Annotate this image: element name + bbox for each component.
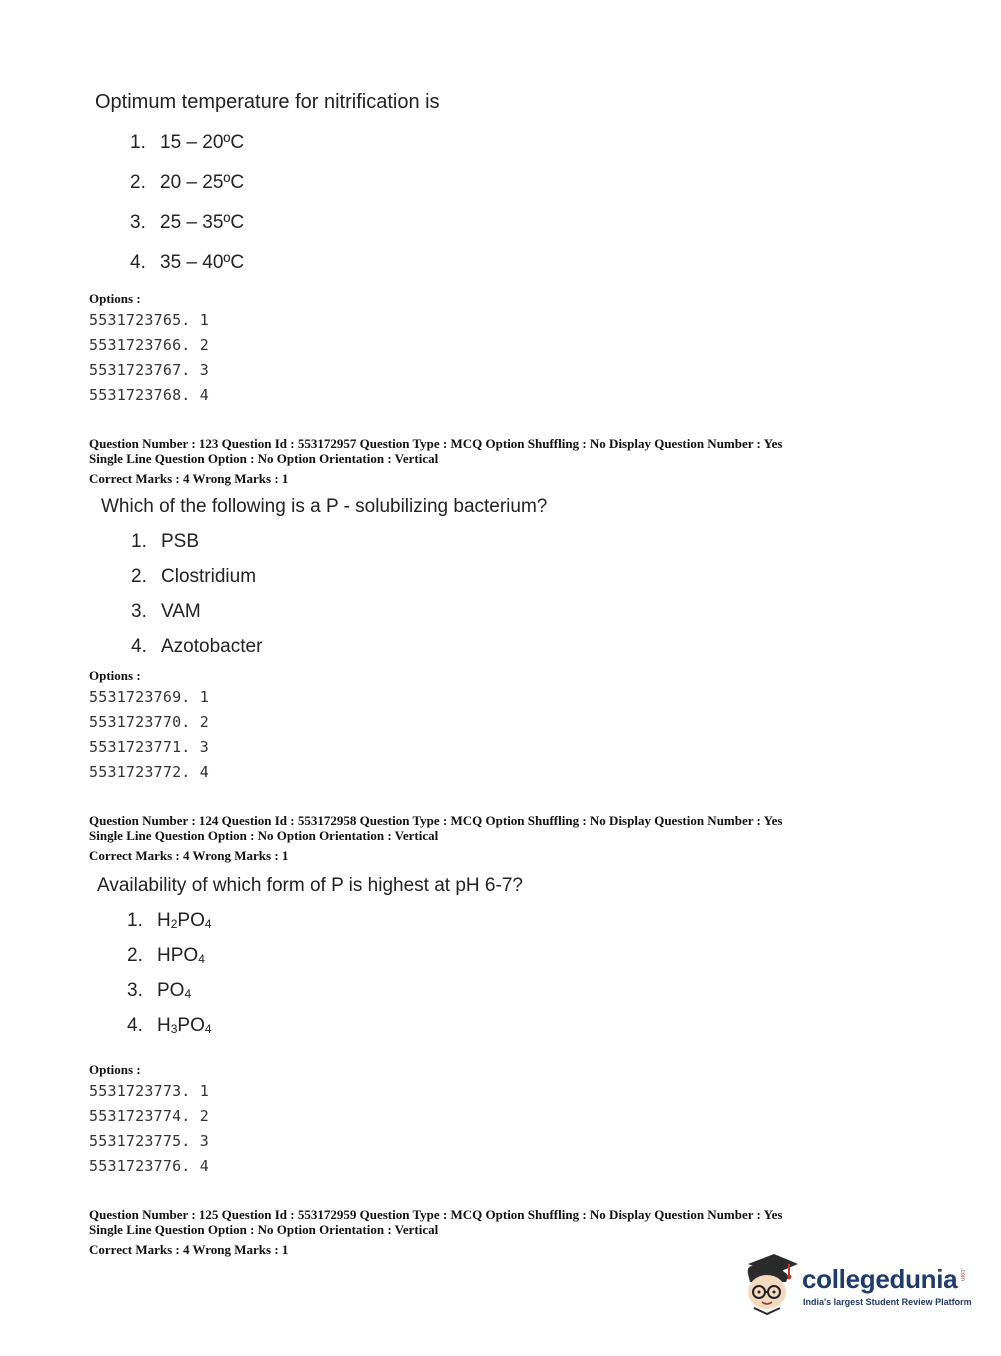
option-id: 5531723773. 1 <box>89 1082 209 1100</box>
formula-subscript: 4 <box>184 987 192 1001</box>
option-text: Clostridium <box>161 566 257 587</box>
formula-part: PO <box>177 910 205 931</box>
question-marks: Correct Marks : 4 Wrong Marks : 1 <box>89 1242 289 1257</box>
option-id: 5531723770. 2 <box>89 713 209 731</box>
formula-part: HPO <box>157 945 199 966</box>
option-number: 1. <box>130 132 146 153</box>
question-meta: Question Number : 125 Question Id : 553172959 Question Type : MCQ Option Shuffling : No Display Question Number : Yes <box>89 1207 783 1222</box>
option-text: PSB <box>161 531 200 552</box>
option-3 <box>131 601 201 623</box>
option-id: 5531723766. 2 <box>89 336 209 354</box>
question-meta-2: Single Line Question Option : No Option Orientation : Vertical <box>89 828 439 843</box>
formula-part: H <box>157 910 171 931</box>
option-2 <box>131 566 256 588</box>
formula-subscript: 4 <box>204 917 212 931</box>
option-text: 15 – 20ºC <box>160 132 245 153</box>
option-number: 4. <box>130 252 146 273</box>
option-1 <box>130 132 244 154</box>
options-label: Options : <box>89 668 141 683</box>
option-3 <box>130 212 244 234</box>
question-meta-2: Single Line Question Option : No Option Orientation : Vertical <box>89 451 439 466</box>
option-id: 5531723774. 2 <box>89 1107 209 1125</box>
student-mascot-icon <box>740 1250 802 1316</box>
question-marks: Correct Marks : 4 Wrong Marks : 1 <box>89 471 289 486</box>
option-number: 4. <box>131 636 147 657</box>
option-id: 5531723771. 3 <box>89 738 209 756</box>
option-4 <box>131 636 262 658</box>
option-id: 5531723767. 3 <box>89 361 209 379</box>
formula-part: PO <box>177 1015 205 1036</box>
option-number: 2. <box>130 172 146 193</box>
option-number: 3. <box>130 212 146 233</box>
option-number: 1. <box>131 531 147 552</box>
logo-wordmark: collegedunia <box>802 1264 958 1294</box>
option-number: 3. <box>131 601 147 622</box>
option-text: Azotobacter <box>161 636 263 657</box>
formula-part: PO <box>157 980 185 1001</box>
option-number: 3. <box>127 980 143 1001</box>
option-number: 4. <box>127 1015 143 1036</box>
question-meta: Question Number : 123 Question Id : 553172957 Question Type : MCQ Option Shuffling : No Display Question Number : Yes <box>89 436 783 451</box>
option-text: VAM <box>161 601 201 622</box>
option-id: 5531723769. 1 <box>89 688 209 706</box>
option-3 <box>127 980 191 1002</box>
option-id: 5531723768. 4 <box>89 386 209 404</box>
options-label: Options : <box>89 1062 141 1077</box>
question-text: Optimum temperature for nitrification is <box>95 91 440 113</box>
formula-subscript: 2 <box>170 917 178 931</box>
question-text: Which of the following is a P - solubilizing bacterium? <box>101 496 548 517</box>
option-1 <box>127 910 212 932</box>
option-4 <box>130 252 244 274</box>
option-text: 25 – 35ºC <box>160 212 245 233</box>
option-number: 1. <box>127 910 143 931</box>
option-text: 35 – 40ºC <box>160 252 245 273</box>
formula-subscript: 4 <box>198 952 205 966</box>
formula-subscript: 3 <box>170 1022 178 1036</box>
option-id: 5531723772. 4 <box>89 763 209 781</box>
option-2 <box>130 172 244 194</box>
option-number: 2. <box>127 945 143 966</box>
question-meta: Question Number : 124 Question Id : 553172958 Question Type : MCQ Option Shuffling : No Display Question Number : Yes <box>89 813 783 828</box>
option-id: 5531723776. 4 <box>89 1157 209 1175</box>
formula-subscript: 4 <box>204 1022 212 1036</box>
question-meta-2: Single Line Question Option : No Option Orientation : Vertical <box>89 1222 439 1237</box>
options-label: Options : <box>89 291 141 306</box>
option-number: 2. <box>131 566 147 587</box>
option-id: 5531723775. 3 <box>89 1132 209 1150</box>
logo-domain: .com <box>959 1268 965 1282</box>
question-marks: Correct Marks : 4 Wrong Marks : 1 <box>89 848 289 863</box>
collegedunia-logo <box>740 1250 970 1320</box>
logo-tagline: India's largest Student Review Platform <box>803 1297 972 1307</box>
option-text: 20 – 25ºC <box>160 172 245 193</box>
option-id: 5531723765. 1 <box>89 311 209 329</box>
formula-part: H <box>157 1015 171 1036</box>
question-text: Availability of which form of P is highest at pH 6-7? <box>97 875 523 896</box>
option-2 <box>127 945 205 967</box>
option-1 <box>131 531 199 553</box>
option-4 <box>127 1015 212 1037</box>
